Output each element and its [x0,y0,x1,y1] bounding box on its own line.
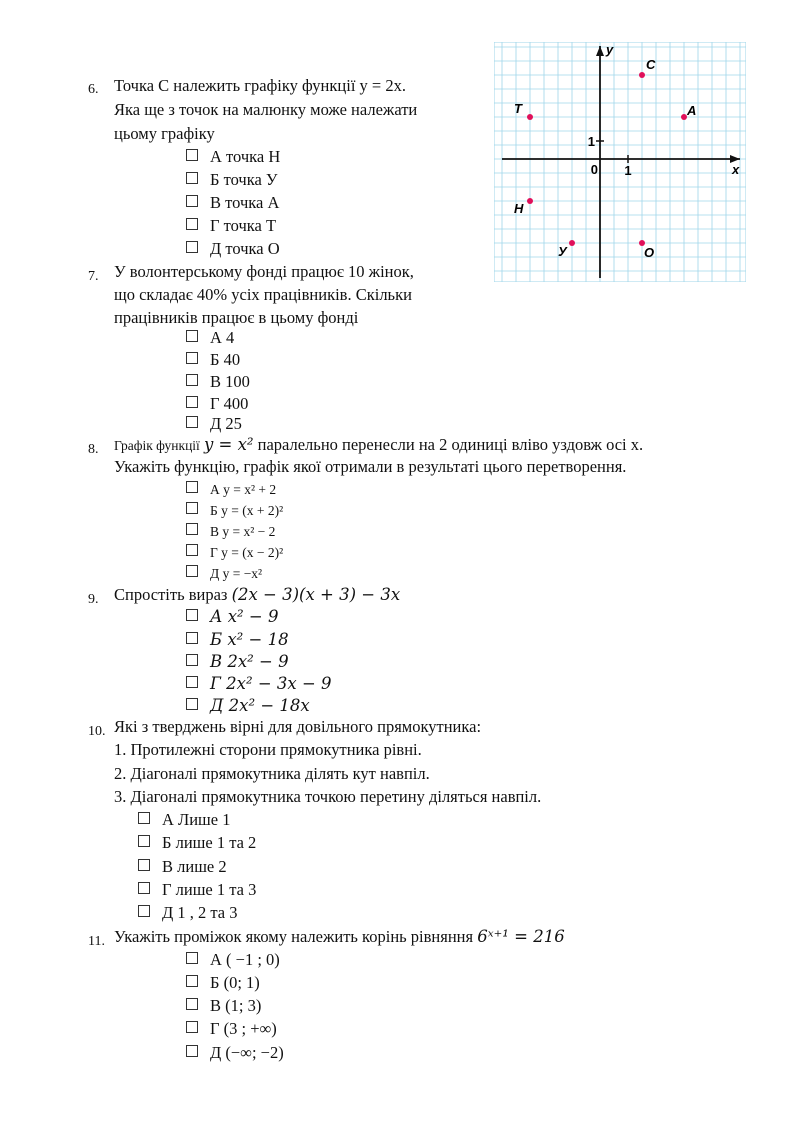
q7-option-e[interactable]: Д 25 [186,414,242,434]
checkbox[interactable] [186,416,198,428]
checkbox[interactable] [186,1045,198,1057]
checkbox[interactable] [138,812,150,824]
point-label-T: T [514,101,522,116]
q8-option-c[interactable]: В y = x² − 2 [186,521,275,541]
q9-option-d[interactable]: Г 2x² − 3x − 9 [186,674,332,694]
q6-option-c[interactable]: В точка А [186,193,279,213]
q10-statement-1: 1. Протилежні сторони прямокутника рівні. [114,740,422,759]
checkbox[interactable] [186,952,198,964]
checkbox[interactable] [138,835,150,847]
q6-option-d[interactable]: Г точка Т [186,216,276,236]
q6-option-a[interactable]: А точка Н [186,147,280,167]
q11-option-c[interactable]: В (1; 3) [186,996,261,1016]
q9-option-a[interactable]: А x² − 9 [186,607,278,627]
checkbox[interactable] [186,998,198,1010]
q7-option-d[interactable]: Г 400 [186,394,248,414]
q8-line2: Укажіть функцію, графік якої отримали в результаті цього перетворення. [114,457,627,476]
q11-option-b[interactable]: Б (0; 1) [186,973,260,993]
checkbox[interactable] [186,609,198,621]
q10-number: 10. [88,724,106,739]
q6-line2: Яка ще з точок на малюнку може належати [114,100,418,119]
coordinate-graph [494,42,746,282]
q7-option-c[interactable]: В 100 [186,372,250,392]
q6-line3: цьому графіку [114,124,215,143]
checkbox[interactable] [186,544,198,556]
checkbox[interactable] [186,374,198,386]
q8-option-e[interactable]: Д y = −x² [186,563,262,583]
q11-option-d[interactable]: Г (3 ; +∞) [186,1019,277,1039]
q8-line1: Графік функції y = x² паралельно перенесли на 2 одиниці вліво уздовж осі x. [114,435,644,454]
q7-line3: працівників працює в цьому фонді [114,308,359,327]
point-label-H: H [514,201,524,216]
checkbox[interactable] [186,698,198,710]
checkbox[interactable] [186,654,198,666]
q6-line1: Точка С належить графіку функції у = 2х. [114,76,406,95]
unit-y-label: 1 [587,134,595,149]
checkbox[interactable] [186,218,198,230]
q9-option-c[interactable]: В 2x² − 9 [186,652,289,672]
q8-number: 8. [88,442,99,457]
checkbox[interactable] [186,330,198,342]
checkbox[interactable] [138,859,150,871]
checkbox[interactable] [186,502,198,514]
q10-option-c[interactable]: В лише 2 [138,857,227,877]
q10-option-e[interactable]: Д 1 , 2 та 3 [138,903,238,923]
checkbox[interactable] [138,882,150,894]
q8-option-b[interactable]: Б y = (x + 2)² [186,500,283,520]
checkbox[interactable] [186,565,198,577]
checkbox[interactable] [186,149,198,161]
checkbox[interactable] [186,481,198,493]
q10-option-b[interactable]: Б лише 1 та 2 [138,833,256,853]
checkbox[interactable] [186,676,198,688]
q10-option-a[interactable]: А Лише 1 [138,810,230,830]
q6-option-e[interactable]: Д точка О [186,239,280,259]
checkbox[interactable] [186,523,198,535]
q11-option-a[interactable]: А ( −1 ; 0) [186,950,280,970]
q9-option-e[interactable]: Д 2x² − 18x [186,696,310,716]
point-У [569,240,575,246]
q7-option-b[interactable]: Б 40 [186,350,240,370]
checkbox[interactable] [186,195,198,207]
point-H [527,198,533,204]
q10-statement-2: 2. Діагоналі прямокутника ділять кут навпіл. [114,764,430,783]
q10-option-d[interactable]: Г лише 1 та 3 [138,880,256,900]
q8-option-a[interactable]: А y = x² + 2 [186,479,276,499]
q10-line1: Які з тверджень вірні для довільного прямокутника: [114,717,482,736]
q7-number: 7. [88,269,99,284]
point-label-У: У [558,244,567,259]
point-T [527,114,533,120]
q6-number: 6. [88,82,99,97]
unit-x-label: 1 [624,163,632,178]
q6-option-b[interactable]: Б точка У [186,170,278,190]
origin-label: 0 [590,162,598,177]
checkbox[interactable] [186,241,198,253]
point-label-C: C [646,57,656,72]
checkbox[interactable] [186,396,198,408]
q7-line1: У волонтерському фонді працює 10 жінок, [114,262,414,281]
point-label-O: O [644,245,655,260]
q9-line1: Спростіть вираз (2x − 3)(x + 3) − 3x [114,585,401,604]
q11-number: 11. [88,934,105,949]
q9-option-b[interactable]: Б x² − 18 [186,630,289,650]
checkbox[interactable] [186,1021,198,1033]
checkbox[interactable] [186,632,198,644]
axis-x-label: x [732,162,740,177]
axis-y-label: y [606,42,614,57]
q7-line2: що складає 40% усіх працівників. Скільки [114,285,412,304]
q7-option-a[interactable]: А 4 [186,328,234,348]
checkbox[interactable] [186,172,198,184]
q8-option-d[interactable]: Г y = (x − 2)² [186,542,283,562]
point-label-A: A [687,103,697,118]
checkbox[interactable] [186,975,198,987]
q11-option-e[interactable]: Д (−∞; −2) [186,1043,284,1063]
q9-number: 9. [88,592,99,607]
checkbox[interactable] [138,905,150,917]
q11-line1: Укажіть проміжок якому належить корінь рівняння 6ˣ⁺¹ = 216 [114,927,565,946]
q10-statement-3: 3. Діагоналі прямокутника точкою перетину діляться навпіл. [114,787,542,806]
point-C [639,72,645,78]
checkbox[interactable] [186,352,198,364]
